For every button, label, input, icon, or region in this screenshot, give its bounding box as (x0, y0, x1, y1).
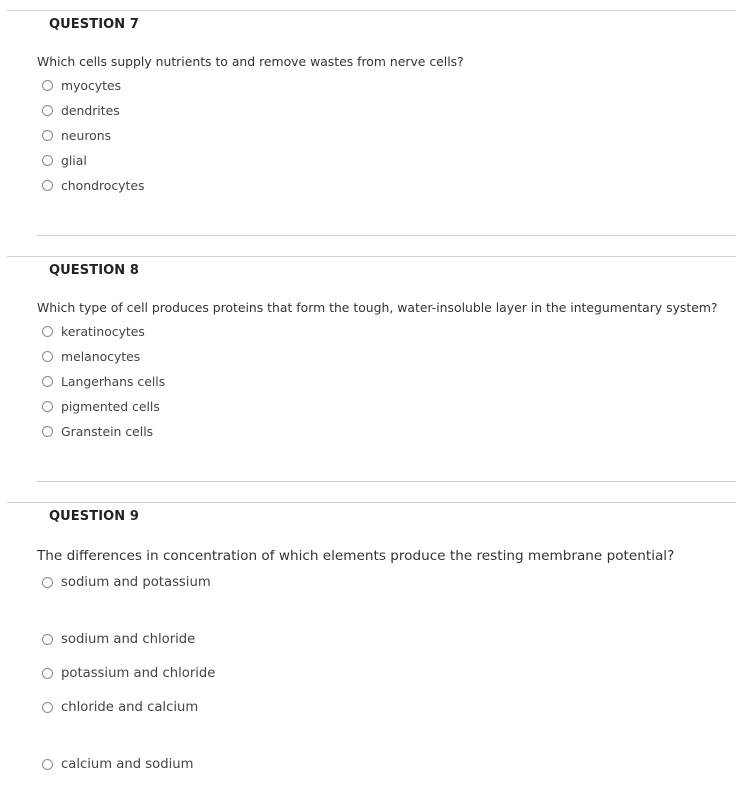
option-label: calcium and sodium (61, 756, 194, 772)
option-label: glial (61, 152, 87, 168)
option-label: chondrocytes (61, 177, 145, 193)
question-9-prompt: The differences in concentration of which elements produce the resting membrane potential? (37, 548, 675, 564)
option-label: sodium and chloride (61, 631, 196, 647)
question-8-option-pigmented-cells[interactable] (42, 397, 160, 415)
question-9-option-calcium-and-sodium[interactable] (42, 755, 194, 773)
radio-button[interactable] (42, 155, 53, 166)
question-8-bottom-divider (37, 481, 736, 482)
question-7-top-divider (7, 10, 736, 11)
option-label: keratinocytes (61, 323, 145, 339)
question-9-heading: QUESTION 9 (49, 509, 140, 524)
question-8-option-keratinocytes[interactable] (42, 322, 145, 340)
radio-button[interactable] (42, 634, 53, 645)
radio-button[interactable] (42, 759, 53, 770)
question-7-option-neurons[interactable] (42, 126, 111, 144)
question-7-option-glial[interactable] (42, 151, 87, 169)
question-7-option-myocytes[interactable] (42, 76, 121, 94)
question-7-option-dendrites[interactable] (42, 101, 120, 119)
radio-button[interactable] (42, 577, 53, 588)
option-label: dendrites (61, 102, 120, 118)
radio-button[interactable] (42, 426, 53, 437)
question-9-top-divider (7, 502, 736, 503)
option-label: sodium and potassium (61, 574, 211, 590)
radio-button[interactable] (42, 376, 53, 387)
question-9-option-chloride-and-calcium[interactable] (42, 698, 198, 716)
radio-button[interactable] (42, 351, 53, 362)
radio-button[interactable] (42, 80, 53, 91)
question-8-prompt: Which type of cell produces proteins that form the tough, water-insoluble layer in the integumentary system? (37, 300, 718, 315)
question-7-bottom-divider (37, 235, 736, 236)
question-9-option-sodium-and-potassium[interactable] (42, 573, 211, 591)
option-label: melanocytes (61, 348, 141, 364)
radio-button[interactable] (42, 702, 53, 713)
question-7-prompt: Which cells supply nutrients to and remove wastes from nerve cells? (37, 54, 464, 69)
option-label: myocytes (61, 77, 122, 93)
option-label: chloride and calcium (61, 699, 199, 715)
radio-button[interactable] (42, 130, 53, 141)
question-9-option-potassium-and-chloride[interactable] (42, 664, 215, 682)
radio-button[interactable] (42, 401, 53, 412)
radio-button[interactable] (42, 105, 53, 116)
question-7-heading: QUESTION 7 (49, 17, 140, 32)
question-8-heading: QUESTION 8 (49, 263, 140, 278)
question-9-option-sodium-and-chloride[interactable] (42, 630, 195, 648)
option-label: Granstein cells (61, 423, 154, 439)
radio-button[interactable] (42, 180, 53, 191)
question-8-top-divider (7, 256, 736, 257)
radio-button[interactable] (42, 326, 53, 337)
radio-button[interactable] (42, 668, 53, 679)
option-label: Langerhans cells (61, 373, 166, 389)
question-8-option-granstein-cells[interactable] (42, 422, 153, 440)
option-label: pigmented cells (61, 398, 160, 414)
question-8-option-melanocytes[interactable] (42, 347, 140, 365)
question-7-option-chondrocytes[interactable] (42, 176, 144, 194)
option-label: neurons (61, 127, 112, 143)
question-8-option-langerhans-cells[interactable] (42, 372, 165, 390)
option-label: potassium and chloride (61, 665, 216, 681)
